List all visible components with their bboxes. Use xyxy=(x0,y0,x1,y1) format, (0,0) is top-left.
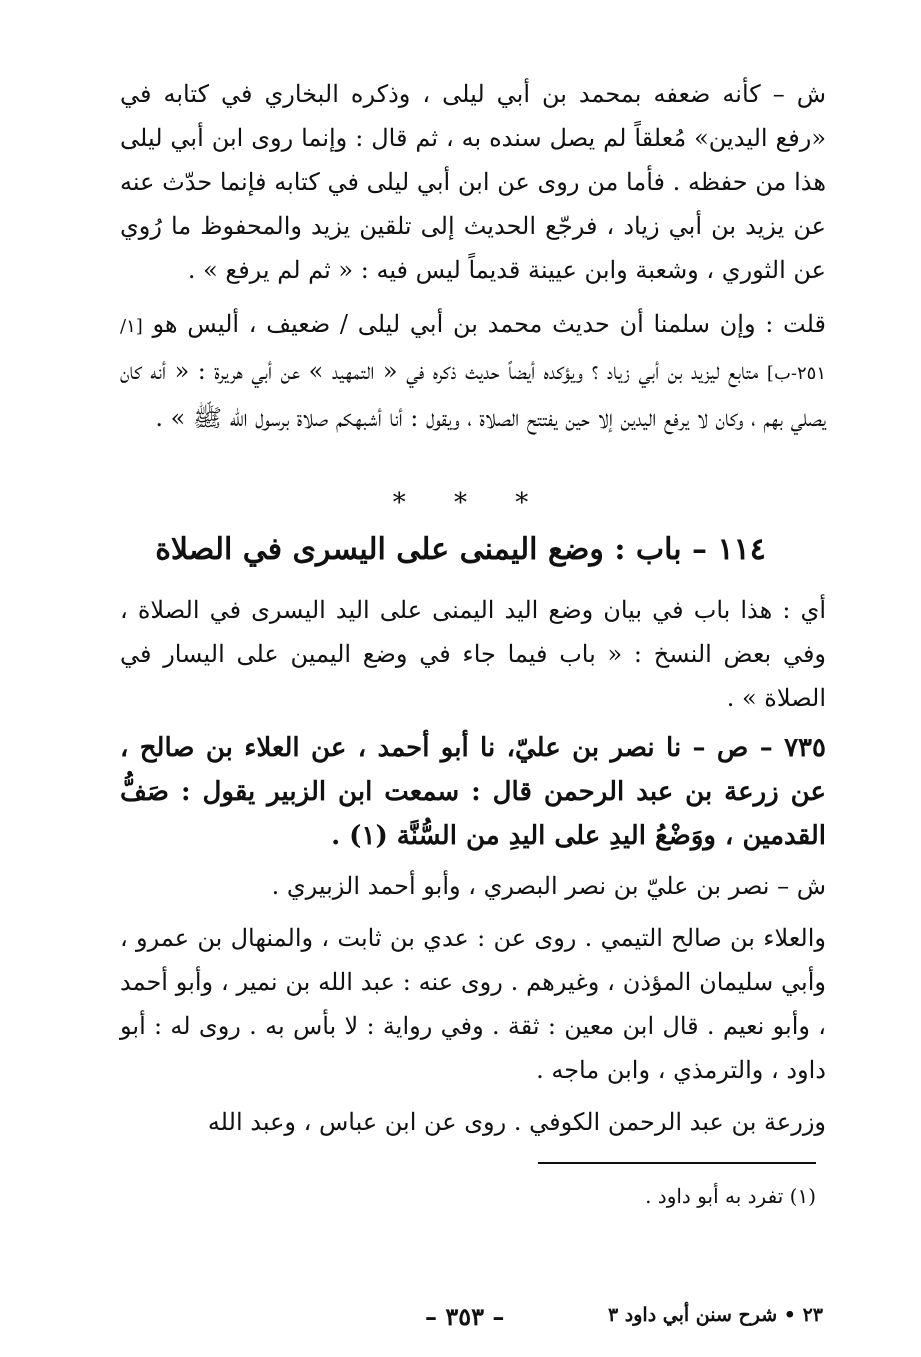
commentary-text: ش – كأنه ضعفه بمحمد بن أبي ليلى ، وذكره البخاري في كتابه في «رفع اليدين» مُعلقاً لم يصل سنده به ، ثم قال : وإنما روى ابن أبي ليلى هذا من حفظه . فأما من روى عن ابن أبي ليلى في كتابه فإنما حدّث عنه عن يزيد بن أبي زياد ، فرجّع الحديث إلى تلقين يزيد والمحفوظ ما رُوي عن الثوري ، وشعبة وابن عيينة قديماً ليس فيه : « ثم لم يرفع » . xyxy=(120,80,827,284)
footnote-separator xyxy=(538,1162,816,1164)
explanation-text: أي : هذا باب في بيان وضع اليد اليمنى على اليد اليسرى في الصلاة ، وفي بعض النسخ : « باب فيما جاء في وضع اليمين على اليسار في الصلاة » . xyxy=(120,596,827,712)
biography-text: وزرعة بن عبد الرحمن الكوفي . روى عن ابن عباس ، وعبد الله xyxy=(207,1108,826,1136)
narrator-biography-1 xyxy=(120,916,826,1092)
commentary-paragraph-1 xyxy=(120,72,826,292)
page-number: – ٣٥٣ – xyxy=(425,1302,505,1331)
commentary-text: ش – نصر بن عليّ بن نصر البصري ، وأبو أحمد الزبيري . xyxy=(271,872,826,900)
commentary-text: متابع ليزيد بن أبي زياد ؟ ويؤكده أيضاً حديث ذكره في « التمهيد » عن أبي هريرة : « أنه كان يصلي بهم ، وكان لا يرفع اليدين إلا حين يفتتح الصلاة ، ويقول : أنا أشبهكم صلاة برسول الله ﷺ » . xyxy=(120,357,826,432)
running-title: ٢٣ • شرح سنن أبي داود ٣ xyxy=(607,1304,823,1326)
hadith-text xyxy=(120,726,826,858)
footnote: (١) تفرد به أبو داود . xyxy=(645,1184,816,1208)
hadith-body: ٧٣٥ – ص – نا نصر بن عليّ، نا أبو أحمد ، عن العلاء بن صالح ، عن زرعة بن عبد الرحمن قال : سمعت ابن الزبير يقول : صَفُّ القدمين ، ووَضْعُ اليدِ على اليدِ من السُّنَّة (١) . xyxy=(120,733,826,851)
chapter-heading: ١١٤ – باب : وضع اليمنى على اليسرى في الصلاة xyxy=(155,532,766,567)
manuscript-reference: [١/ ٢٥١-ب] xyxy=(120,316,826,384)
biography-text: والعلاء بن صالح التيمي . روى عن : عدي بن ثابت ، والمنهال بن عمرو ، وأبي سليمان المؤذن ، وغيرهم . روى عنه : عبد الله بن نمير ، وأبو أحمد ، وأبو نعيم . قال ابن معين : ثقة . وفي رواية : لا بأس به . روى له : أبو داود ، والترمذي ، وابن ماجه . xyxy=(120,924,827,1084)
page-footer xyxy=(0,1302,921,1342)
chapter-explanation xyxy=(120,588,826,720)
section-divider-stars: * * * xyxy=(392,488,529,518)
commentary-text: قلت : وإن سلمنا أن حديث محمد بن أبي ليلى / ضعيف ، أليس هو xyxy=(152,310,826,338)
commentary-paragraph-2 xyxy=(120,302,826,440)
narrator-biography-2 xyxy=(120,1100,826,1144)
commentary-paragraph-3 xyxy=(120,864,826,908)
